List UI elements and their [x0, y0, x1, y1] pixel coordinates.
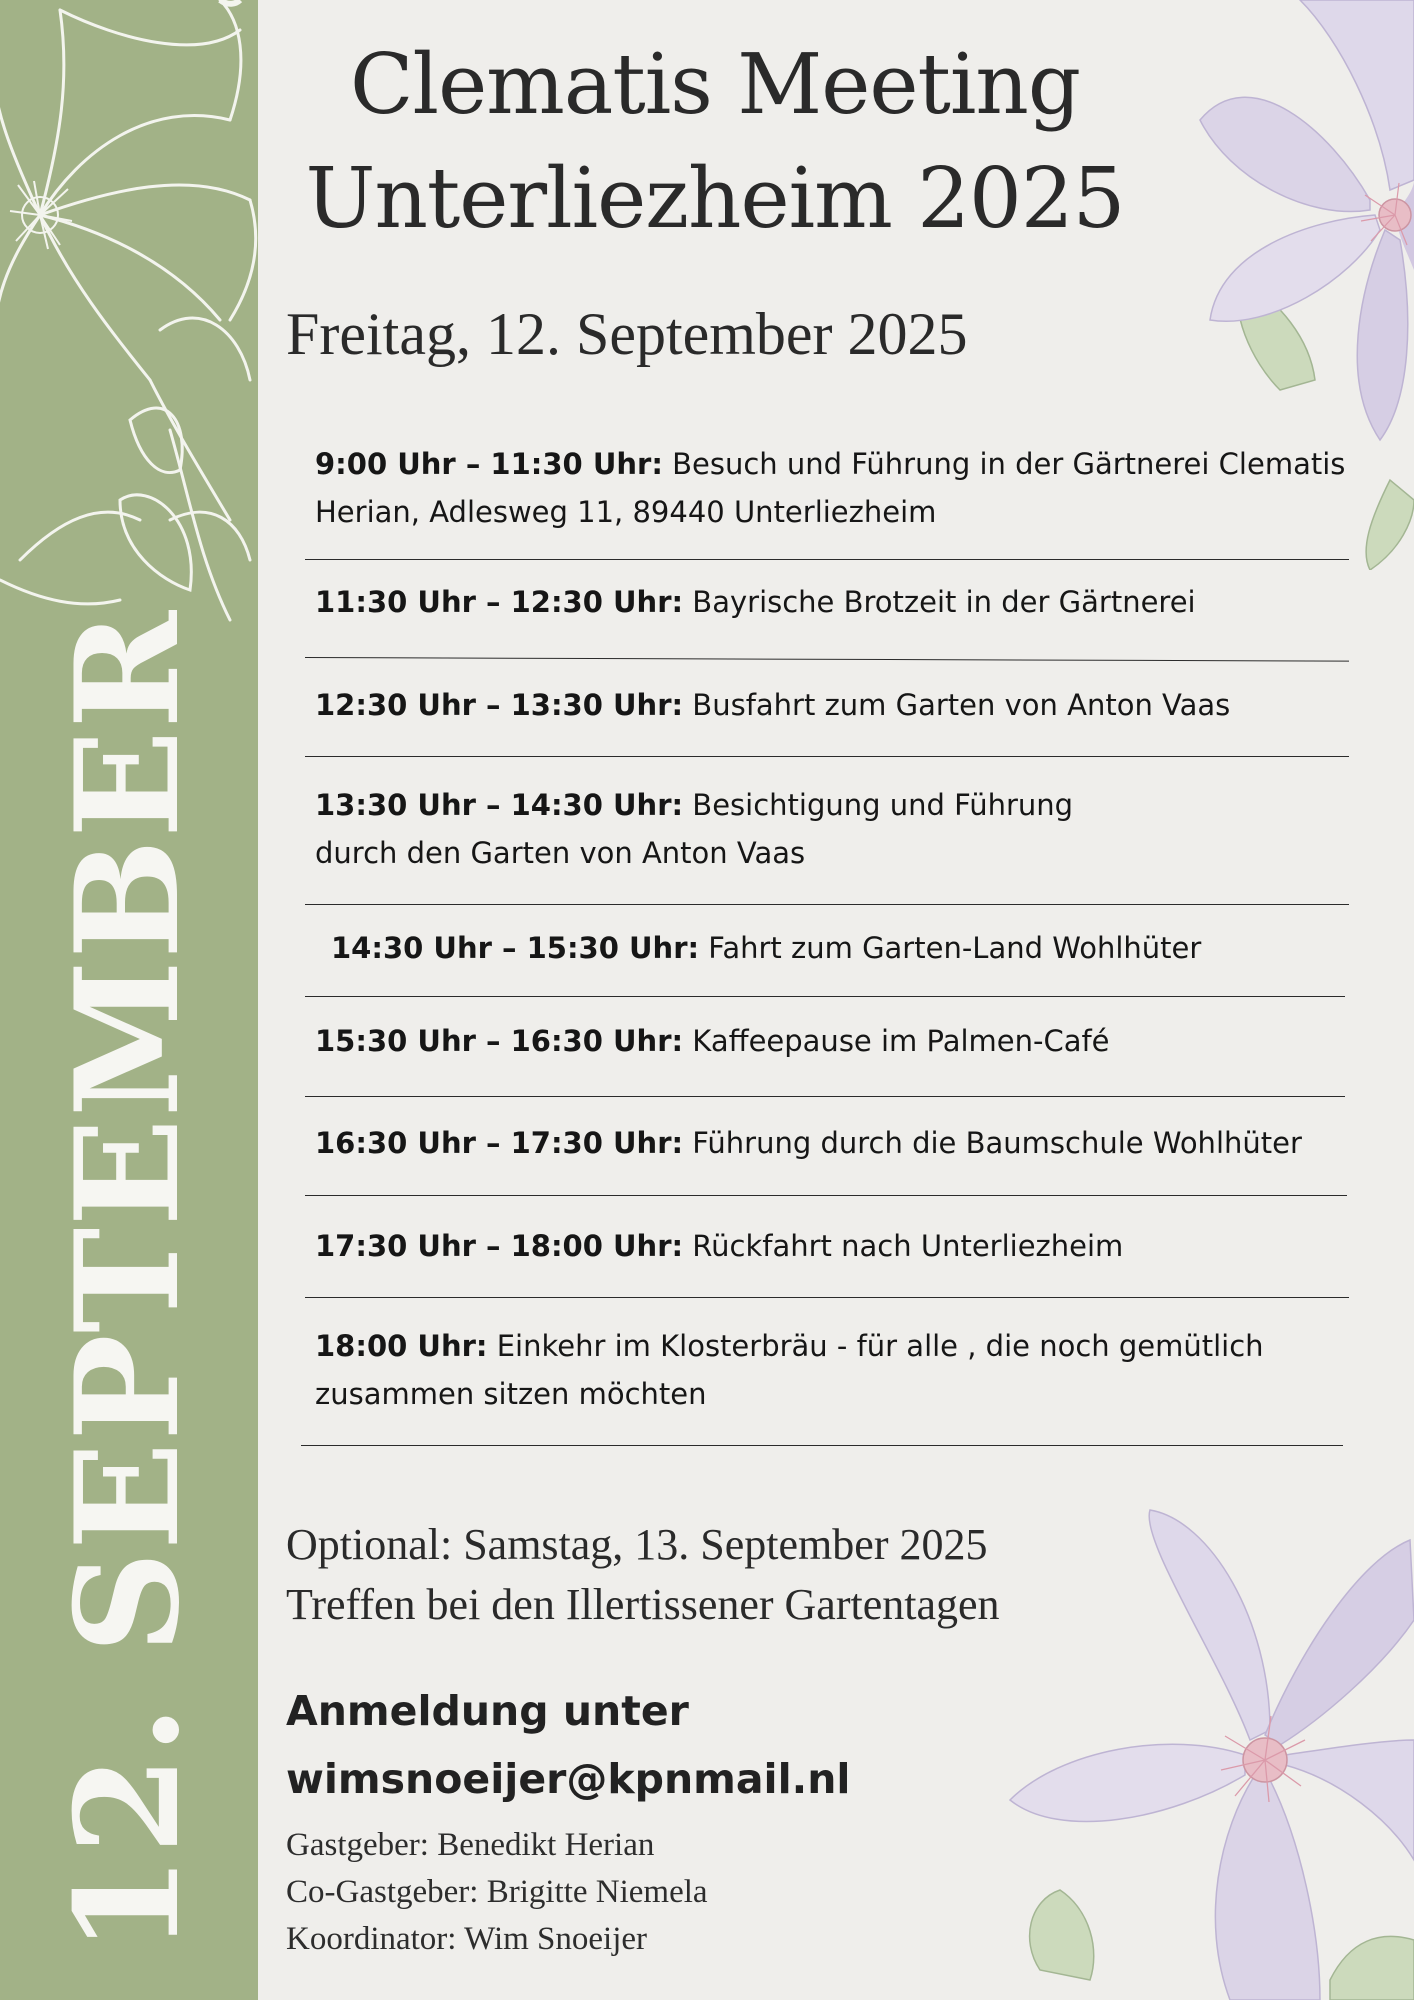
schedule-text: Besuch und Führung in der Gärtnerei Clematis [662, 447, 1346, 481]
schedule-time: 14:30 Uhr – 15:30 Uhr: [331, 931, 700, 965]
schedule-text: Rückfahrt nach Unterliezheim [683, 1229, 1124, 1263]
title-line-1: Clematis Meeting [350, 36, 1080, 133]
coordinator-line: Koordinator: Wim Snoeijer [286, 1921, 648, 1957]
schedule-text-continued: zusammen sitzen möchten [315, 1377, 707, 1411]
schedule-text-continued: Herian, Adlesweg 11, 89440 Unterliezheim [315, 495, 937, 529]
divider [305, 996, 1345, 997]
title-line-2: Unterliezheim 2025 [305, 150, 1125, 247]
schedule-item [315, 440, 1350, 536]
co-host-line: Co-Gastgeber: Brigitte Niemela [286, 1874, 708, 1910]
host-line: Gastgeber: Benedikt Herian [286, 1827, 655, 1863]
optional-event: Treffen bei den Illertissener Gartentagen [286, 1580, 1000, 1629]
optional-date: Optional: Samstag, 13. September 2025 [286, 1520, 988, 1569]
schedule-text: Einkehr im Klosterbräu - für alle , die noch gemütlich [487, 1329, 1264, 1363]
signup-section [286, 1677, 850, 1813]
schedule-text: Busfahrt zum Garten von Anton Vaas [683, 688, 1231, 722]
schedule-time: 15:30 Uhr – 16:30 Uhr: [315, 1024, 684, 1058]
schedule-item [331, 924, 1366, 972]
divider [305, 559, 1349, 560]
divider [305, 657, 1349, 662]
schedule-time: 9:00 Uhr – 11:30 Uhr: [315, 447, 663, 481]
schedule-time: 17:30 Uhr – 18:00 Uhr: [315, 1229, 684, 1263]
schedule-item [315, 681, 1350, 729]
vertical-date-label: 12. SEPTEMBER [45, 609, 211, 1955]
signup-label: Anmeldung unter [286, 1687, 689, 1735]
schedule-time: 12:30 Uhr – 13:30 Uhr: [315, 688, 684, 722]
schedule-time: 18:00 Uhr: [315, 1329, 488, 1363]
divider [305, 1297, 1349, 1298]
divider [305, 904, 1349, 905]
schedule-text: Führung durch die Baumschule Wohlhüter [683, 1126, 1302, 1160]
date-heading: Freitag, 12. September 2025 [286, 301, 968, 367]
divider [301, 1445, 1343, 1446]
schedule-item [315, 1222, 1350, 1270]
hosts-list [286, 1822, 708, 1963]
schedule-time: 11:30 Uhr – 12:30 Uhr: [315, 585, 684, 619]
divider [305, 1096, 1345, 1097]
schedule-text: Fahrt zum Garten-Land Wohlhüter [699, 931, 1202, 965]
schedule-time: 13:30 Uhr – 14:30 Uhr: [315, 788, 684, 822]
schedule-text-continued: durch den Garten von Anton Vaas [315, 836, 806, 870]
divider [305, 756, 1349, 757]
page-title [300, 28, 1130, 256]
schedule-item [315, 1322, 1350, 1418]
optional-section [286, 1515, 1000, 1635]
clematis-flower-bottom-right [1000, 1500, 1414, 2000]
flower-line-art [0, 0, 258, 640]
schedule-text: Besichtigung und Führung [683, 788, 1074, 822]
schedule-text: Bayrische Brotzeit in der Gärtnerei [683, 585, 1196, 619]
schedule-text: Kaffeepause im Palmen-Café [683, 1024, 1110, 1058]
signup-email: wimsnoeijer@kpnmail.nl [286, 1755, 851, 1803]
schedule-item [315, 578, 1350, 626]
schedule-time: 16:30 Uhr – 17:30 Uhr: [315, 1126, 684, 1160]
divider [305, 1195, 1347, 1196]
sidebar-band [0, 0, 258, 2000]
schedule-item [315, 1119, 1350, 1167]
schedule-item [315, 781, 1350, 877]
schedule-item [315, 1017, 1350, 1065]
